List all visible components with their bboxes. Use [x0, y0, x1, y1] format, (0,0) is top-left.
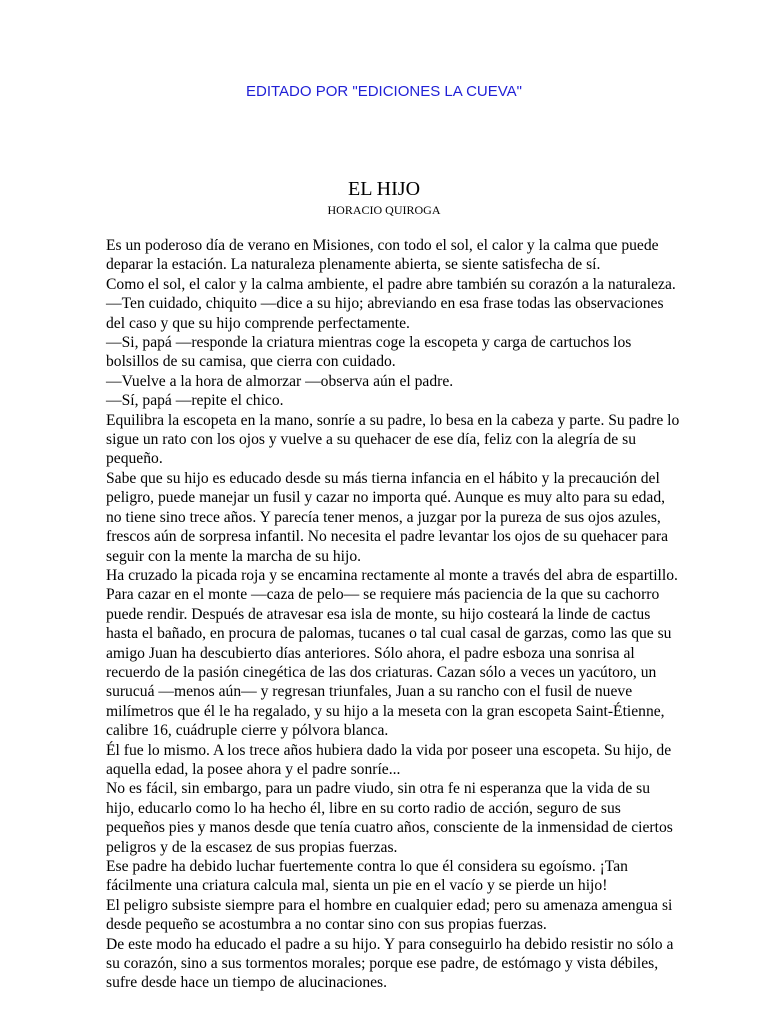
paragraph-line: —Sí, papá —repite el chico. — [106, 392, 284, 410]
paragraph-line: fácilmente una criatura calcula mal, sienta un pie en el vacío y se pierde un hijo! — [106, 877, 608, 895]
paragraph — [106, 372, 682, 391]
paragraph-line: hasta el bañado, en procura de palomas, tucanes o tal cual casal de garzas, como las que su — [106, 625, 672, 643]
paragraph-line: pequeño. — [106, 450, 163, 468]
paragraph-line: No es fácil, sin embargo, para un padre viudo, sin otra fe ni esperanza que la vida de su — [106, 780, 651, 798]
story-author: HORACIO QUIROGA — [327, 203, 441, 217]
paragraph-line: —Vuelve a la hora de almorzar —observa aún el padre. — [106, 372, 454, 390]
paragraph-line: sigue un rato con los ojos y vuelve a su quehacer de ese día, feliz con la alegría de su — [106, 431, 636, 449]
paragraph — [106, 566, 682, 585]
paragraph — [106, 779, 682, 857]
paragraph-line: Sabe que su hijo es educado desde su más tierna infancia en el hábito y la precaución del — [106, 469, 660, 487]
paragraph-line: Ha cruzado la picada roja y se encamina rectamente al monte a través del abra de espartillo. — [106, 566, 678, 584]
paragraph-line: recuerdo de la pasión cinegética de las dos criaturas. Cazan sólo a veces un yacútoro, un — [106, 663, 657, 681]
story-body — [106, 236, 682, 993]
paragraph-line: surucuá —menos aún— y regresan triunfales, Juan a su rancho con el fusil de nueve — [106, 683, 633, 701]
paragraph-line: Es un poderoso día de verano en Misiones, con todo el sol, el calor y la calma que puede — [106, 237, 659, 254]
paragraph-line: Ese padre ha debido luchar fuertemente contra lo que él considera su egoísmo. ¡Tan — [106, 858, 628, 875]
paragraph-line: aquella edad, la posee ahora y el padre sonríe... — [106, 760, 401, 778]
paragraph-line: Él fue lo mismo. A los trece años hubiera dado la vida por poseer una escopeta. Su hijo, de — [106, 741, 672, 759]
paragraph-line: Para cazar en el monte —caza de pelo— se requiere más paciencia de la que su cachorro — [106, 586, 660, 604]
paragraph — [106, 275, 682, 294]
paragraph-line: amigo Juan ha descubierto días anteriores. Sólo ahora, el padre esboza una sonrisa al — [106, 644, 635, 662]
paragraph-line: peligros y de la escasez de sus propias fuerzas. — [106, 838, 398, 856]
paragraph-line: —Si, papá —responde la criatura mientras coge la escopeta y carga de cartuchos los — [106, 334, 632, 352]
paragraph-line: calibre 16, cuádruple cierre y pólvora blanca. — [106, 722, 389, 740]
paragraph-line: bolsillos de su camisa, que cierra con cuidado. — [106, 353, 396, 371]
paragraph-line: del caso y que su hijo comprende perfectamente. — [106, 314, 410, 332]
paragraph-line: seguir con la mente la marcha de su hijo. — [106, 547, 362, 565]
paragraph — [106, 333, 682, 372]
story-title: EL HIJO — [347, 178, 421, 200]
paragraph — [106, 857, 682, 896]
paragraph-line: Como el sol, el calor y la calma ambiente, el padre abre también su corazón a la naturaleza. — [106, 275, 676, 293]
paragraph — [106, 585, 682, 740]
paragraph — [106, 236, 682, 275]
paragraph-line: su corazón, sino a sus tormentos morales; porque ese padre, de estómago y vista débiles, — [106, 955, 659, 973]
paragraph-line: desde pequeño se acostumbra a no contar sino con sus propias fuerzas. — [106, 916, 547, 934]
paragraph-line: De este modo ha educado el padre a su hijo. Y para conseguirlo ha debido resistir no sólo a — [106, 935, 674, 953]
paragraph-line: frescos aún de sorpresa infantil. No necesita el padre levantar los ojos de su quehacer para — [106, 528, 669, 546]
paragraph-line: peligro, puede manejar un fusil y cazar no importa qué. Aunque es muy alto para su edad, — [106, 489, 666, 507]
paragraph — [106, 741, 682, 780]
paragraph — [106, 391, 682, 410]
paragraph — [106, 411, 682, 469]
paragraph — [106, 935, 682, 993]
paragraph-line: Equilibra la escopeta en la mano, sonríe a su padre, lo besa en la cabeza y parte. Su padre lo — [106, 411, 680, 429]
paragraph-line: no tiene sino trece años. Y parecía tener menos, a juzgar por la pureza de sus ojos azules, — [106, 508, 661, 526]
paragraph-line: milímetros que él le ha regalado, y su hijo a la meseta con la gran escopeta Saint-Étienne, — [106, 702, 665, 720]
paragraph-line: sufre desde hace un tiempo de alucinaciones. — [106, 974, 388, 992]
paragraph-line: puede rendir. Después de atravesar esa isla de monte, su hijo costeará la linde de cactus — [106, 605, 651, 623]
paragraph — [106, 896, 682, 935]
paragraph-line: El peligro subsiste siempre para el hombre en cualquier edad; pero su amenaza amengua si — [106, 896, 673, 914]
paragraph — [106, 294, 682, 333]
paragraph-line: hijo, educarlo como lo ha hecho él, libre en su corto radio de acción, seguro de sus — [106, 799, 621, 817]
paragraph-line: —Ten cuidado, chiquito —dice a su hijo; abreviando en esa frase todas las observaciones — [106, 295, 664, 313]
paragraph — [106, 469, 682, 566]
paragraph-line: deparar la estación. La naturaleza plenamente abierta, se siente satisfecha de sí. — [106, 256, 601, 274]
publisher-credit: EDITADO POR "EDICIONES LA CUEVA" — [246, 83, 522, 100]
paragraph-line: pequeños pies y manos desde que tenía cuatro años, consciente de la inmensidad de ciertos — [106, 819, 673, 837]
